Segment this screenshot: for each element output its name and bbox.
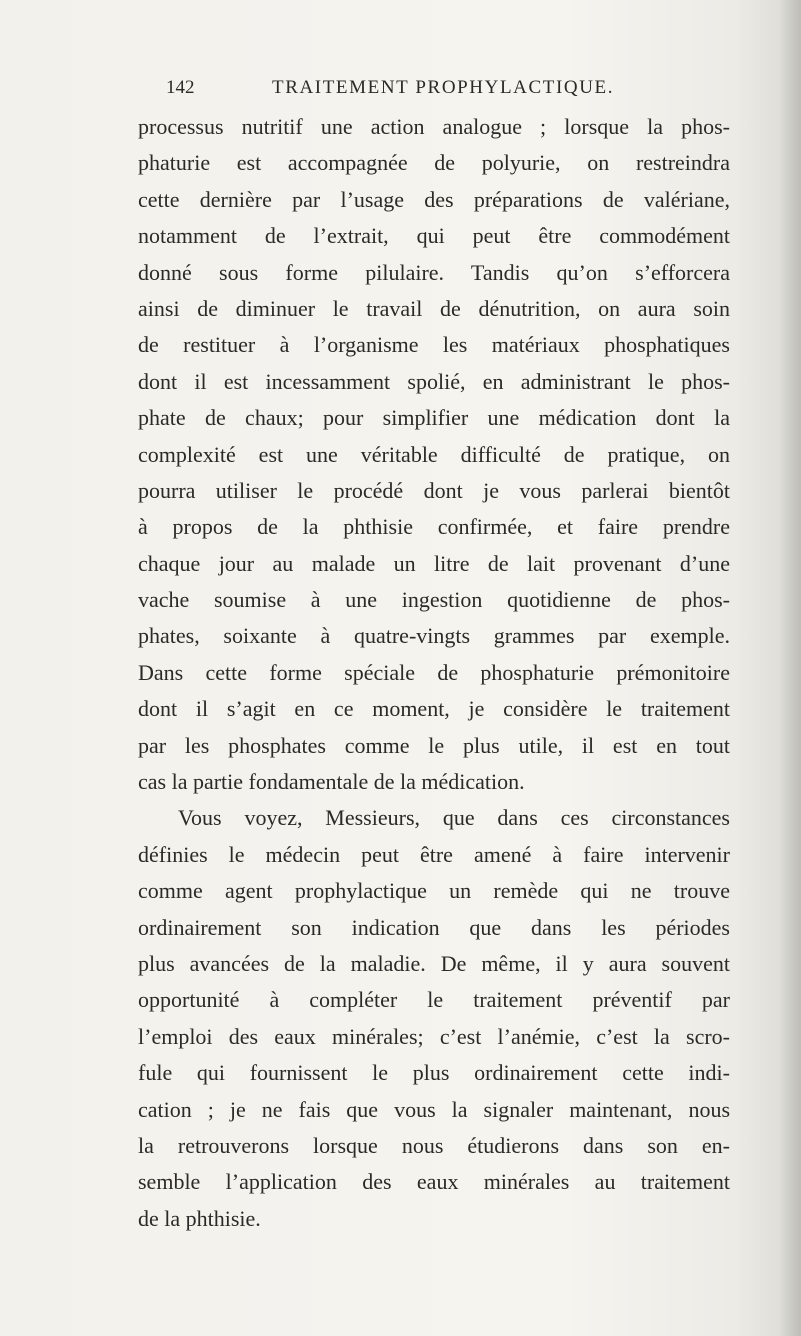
text-line: chaque jour au malade un litre de lait provenant d’une: [138, 550, 730, 576]
text-line: dont il est incessamment spolié, en administrant le phos-: [138, 368, 730, 394]
text-line: définies le médecin peut être amené à faire intervenir: [138, 841, 730, 867]
text-line: la retrouverons lorsque nous étudierons dans son en-: [138, 1132, 730, 1158]
text-line: donné sous forme pilulaire. Tandis qu’on s’efforcera: [138, 259, 730, 285]
text-line: ainsi de diminuer le travail de dénutrition, on aura soin: [138, 295, 730, 321]
text-line: à propos de la phthisie confirmée, et faire prendre: [138, 514, 730, 540]
text-line: de restituer à l’organisme les matériaux phosphatiques: [138, 332, 730, 358]
text-line: ordinairement son indication que dans les périodes: [138, 914, 730, 940]
text-line: l’emploi des eaux minérales; c’est l’anémie, c’est la scro-: [138, 1023, 730, 1049]
text-line: phate de chaux; pour simplifier une médication dont la: [138, 405, 730, 431]
paragraph-end-line: cas la partie fondamentale de la médication.: [138, 769, 525, 795]
text-line: phates, soixante à quatre-vingts grammes par exemple.: [138, 623, 730, 649]
text-line: cation ; je ne fais que vous la signaler maintenant, nous: [138, 1096, 730, 1122]
text-line: dont il s’agit en ce moment, je considère le traitement: [138, 696, 730, 722]
running-header: [166, 77, 726, 103]
text-line: comme agent prophylactique un remède qui ne trouve: [138, 878, 730, 904]
text-line: pourra utiliser le procédé dont je vous parlerai bientôt: [138, 477, 730, 503]
running-title: TRAITEMENT PROPHYLACTIQUE.: [272, 77, 615, 98]
body-text: [138, 109, 730, 1237]
text-line: vache soumise à une ingestion quotidienne de phos-: [138, 587, 730, 613]
text-line: complexité est une véritable difficulté de pratique, on: [138, 441, 730, 467]
text-line: cette dernière par l’usage des préparations de valériane,: [138, 186, 730, 212]
page-edge-shadow: [779, 0, 801, 1336]
page-number: 142: [166, 77, 195, 98]
paragraph-start-line: Vous voyez, Messieurs, que dans ces circonstances: [178, 805, 730, 831]
text-line: fule qui fournissent le plus ordinairement cette indi-: [138, 1060, 730, 1086]
text-line: processus nutritif une action analogue ; lorsque la phos-: [138, 114, 730, 139]
paragraph-end-line: de la phthisie.: [138, 1205, 261, 1231]
text-line: phaturie est accompagnée de polyurie, on restreindra: [138, 150, 730, 176]
text-line: plus avancées de la maladie. De même, il y aura souvent: [138, 950, 730, 976]
text-line: par les phosphates comme le plus utile, il est en tout: [138, 732, 730, 758]
text-line: opportunité à compléter le traitement préventif par: [138, 987, 730, 1013]
text-line: Dans cette forme spéciale de phosphaturie prémonitoire: [138, 659, 730, 685]
text-line: notamment de l’extrait, qui peut être commodément: [138, 223, 730, 249]
text-line: semble l’application des eaux minérales au traitement: [138, 1169, 730, 1195]
